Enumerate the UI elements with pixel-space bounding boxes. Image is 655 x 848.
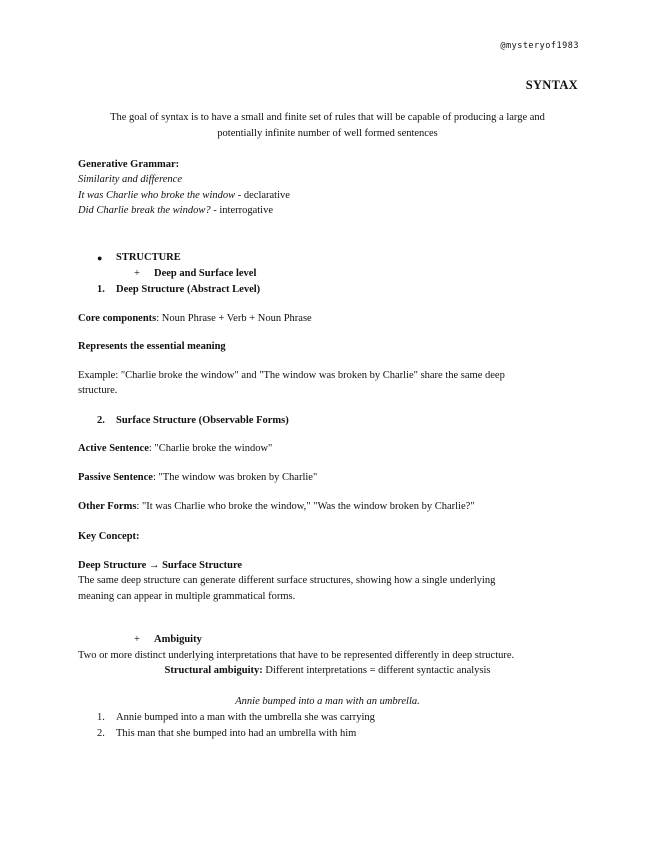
example-line-1: Example: "Charlie broke the window" and "The window was broken by Charlie" share the same deep <box>78 370 505 381</box>
declarative-label: - declarative <box>235 190 290 201</box>
interpretation-text-2: This man that she bumped into had an umbrella with him <box>116 728 357 739</box>
ambiguity-heading: Ambiguity <box>154 634 202 645</box>
passive-sentence-line <box>78 471 317 485</box>
ambiguity-example-sentence: Annie bumped into a man with an umbrella. <box>235 696 420 707</box>
passive-sentence-text: : "The window was broken by Charlie" <box>152 472 318 483</box>
intro-line-2: potentially infinite number of well formed sentences <box>217 128 438 139</box>
deep-surface-level-heading: Deep and Surface level <box>154 268 257 279</box>
interpretation-text-1: Annie bumped into a man with the umbrella she was carrying <box>116 712 375 723</box>
active-sentence-line <box>78 442 272 456</box>
list-number-1: 1. <box>97 284 105 295</box>
structure-heading: STRUCTURE <box>116 252 181 263</box>
active-sentence-text: : "Charlie broke the window" <box>148 443 273 454</box>
interrogative-sentence: Did Charlie break the window? <box>78 205 211 216</box>
deep-to-surface-heading: Deep Structure → Surface Structure <box>78 560 243 571</box>
core-components-label: Core components <box>78 313 157 324</box>
example-line-2: structure. <box>78 385 118 396</box>
interpretation-number-1: 1. <box>97 712 105 723</box>
author-handle: @mysteryof1983 <box>500 41 579 51</box>
represents-heading: Represents the essential meaning <box>78 341 226 352</box>
structural-ambiguity-line <box>60 664 595 678</box>
declarative-example <box>78 189 290 203</box>
structural-ambiguity-text: Different interpretations = different syntactic analysis <box>262 665 491 676</box>
deep-structure-heading: Deep Structure (Abstract Level) <box>116 284 261 295</box>
interpretation-number-2: 2. <box>97 728 105 739</box>
surface-structure-heading: Surface Structure (Observable Forms) <box>116 415 289 426</box>
same-deep-structure-line-1: The same deep structure can generate different surface structures, showing how a single underlying <box>78 575 496 586</box>
other-forms-line <box>78 500 475 514</box>
other-forms-text: : "It was Charlie who broke the window," "Was the window broken by Charlie?" <box>136 501 475 512</box>
bullet-icon: ● <box>97 253 103 263</box>
list-number-2: 2. <box>97 415 105 426</box>
generative-grammar-heading: Generative Grammar: <box>78 159 180 170</box>
core-components-line <box>78 312 312 326</box>
key-concept-heading: Key Concept: <box>78 531 140 542</box>
intro-line-1: The goal of syntax is to have a small and finite set of rules that will be capable of producing a large and <box>110 112 545 123</box>
plus-icon-ambiguity: + <box>134 634 140 645</box>
ambiguity-definition: Two or more distinct underlying interpretations that have to be represented differently in deep structure. <box>78 650 515 661</box>
intro-paragraph <box>60 111 595 141</box>
plus-icon: + <box>134 268 140 279</box>
page-title: SYNTAX <box>525 78 578 92</box>
generative-grammar-sub: Similarity and difference <box>78 174 183 185</box>
passive-sentence-label: Passive Sentence <box>78 472 153 483</box>
same-deep-structure-line-2: meaning can appear in multiple grammatical forms. <box>78 591 296 602</box>
interrogative-label: - interrogative <box>210 205 273 216</box>
other-forms-label: Other Forms <box>78 501 137 512</box>
active-sentence-label: Active Sentence <box>78 443 149 454</box>
core-components-text: : Noun Phrase + Verb + Noun Phrase <box>156 313 312 324</box>
structural-ambiguity-label: Structural ambiguity: <box>164 665 263 676</box>
declarative-sentence: It was Charlie who broke the window <box>78 190 236 201</box>
interrogative-example <box>78 204 273 218</box>
